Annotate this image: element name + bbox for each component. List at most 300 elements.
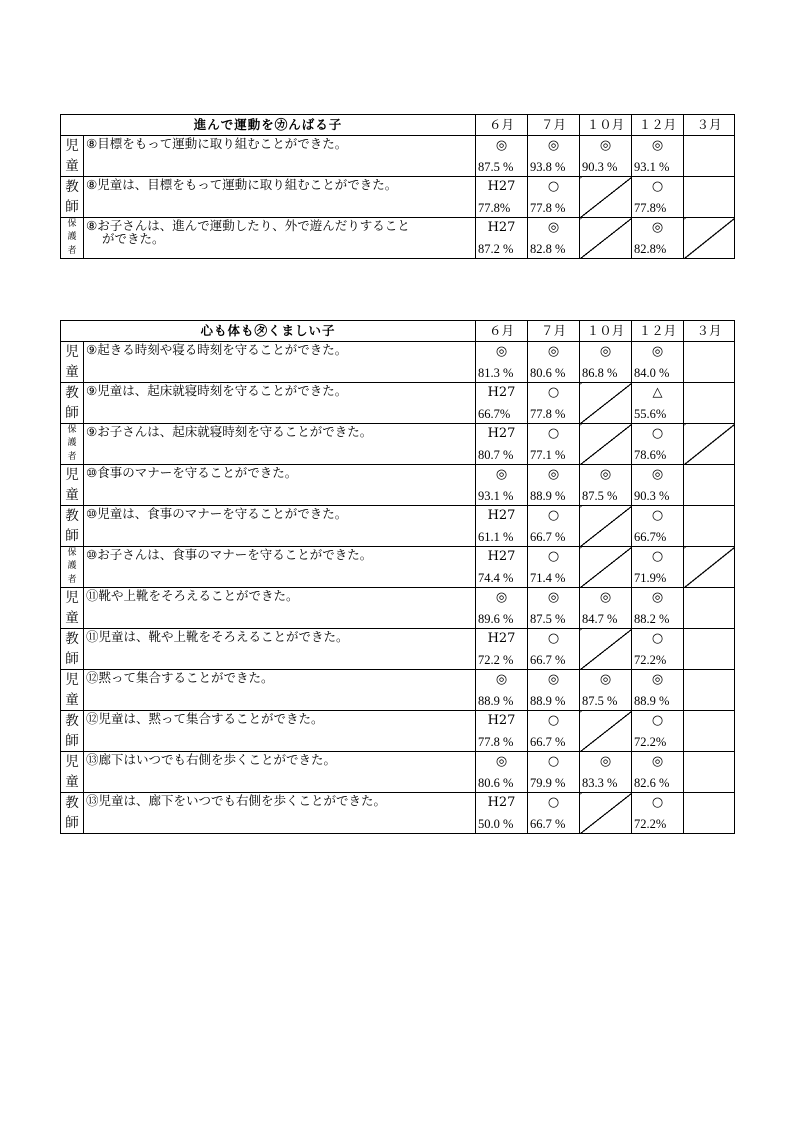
not-surveyed-cell <box>580 218 632 259</box>
respondent-label <box>61 465 83 505</box>
not-surveyed-cell <box>684 218 735 259</box>
rating-percent: 80.6 % <box>478 775 514 790</box>
rating-percent: 87.5 % <box>530 611 566 626</box>
question-cell <box>84 506 476 547</box>
result-cell <box>476 711 528 752</box>
result-cell <box>476 424 528 465</box>
rating-percent: 74.4 % <box>478 570 514 585</box>
respondent-char: 児 <box>65 754 79 770</box>
rating-percent: 89.6 % <box>478 611 514 626</box>
rating-symbol: ○ <box>651 549 664 564</box>
rating-symbol: ◎ <box>599 672 612 687</box>
result-cell <box>684 136 735 177</box>
rating-symbol: ◎ <box>651 138 664 153</box>
question-cell <box>84 177 476 218</box>
respondent-label <box>61 670 83 710</box>
result-cell <box>476 670 528 711</box>
rating-symbol: H27 <box>487 631 516 646</box>
result-cell <box>684 465 735 506</box>
rating-symbol: H27 <box>487 713 516 728</box>
result-cell <box>528 424 580 465</box>
rating-percent: 66.7 % <box>530 734 566 749</box>
question-text: ⑬廊下はいつでも右側を歩くことができた。 <box>86 752 337 767</box>
rating-percent: 90.3 % <box>634 488 670 503</box>
question-text: ⑨児童は、起床就寝時刻を守ることができた。 <box>86 383 348 398</box>
question-text: ⑬児童は、廊下をいつでも右側を歩くことができた。 <box>86 793 387 808</box>
question-text: ⑫児童は、黙って集合することができた。 <box>86 711 324 726</box>
month-header: １２月 <box>632 115 684 136</box>
rating-percent: 66.7 % <box>530 652 566 667</box>
rating-symbol: ◎ <box>599 138 612 153</box>
respondent-label <box>61 136 83 176</box>
rating-percent: 88.9 % <box>530 488 566 503</box>
result-cell <box>528 177 580 218</box>
result-cell <box>632 588 684 629</box>
table-row <box>61 136 735 177</box>
table-row <box>61 752 735 793</box>
rating-symbol: H27 <box>487 795 516 810</box>
rating-percent: 61.1 % <box>478 529 514 544</box>
month-header: ３月 <box>684 321 735 342</box>
rating-percent: 66.7% <box>634 529 667 544</box>
respondent-char: 保 <box>67 219 77 230</box>
result-cell <box>528 588 580 629</box>
result-cell <box>632 670 684 711</box>
rating-symbol: ◎ <box>547 467 560 482</box>
result-cell <box>580 670 632 711</box>
rating-percent: 87.5 % <box>478 159 514 174</box>
result-cell <box>684 629 735 670</box>
header-row <box>61 321 735 342</box>
rating-percent: 87.5 % <box>582 693 618 708</box>
result-cell <box>476 629 528 670</box>
rating-symbol: ◎ <box>495 344 508 359</box>
rating-symbol: ○ <box>547 508 560 523</box>
question-cell <box>84 424 476 465</box>
question-text-cont: ができた。 <box>102 230 165 246</box>
rating-symbol: ◎ <box>547 220 560 235</box>
rating-symbol: ◎ <box>599 590 612 605</box>
month-header: １０月 <box>580 115 632 136</box>
result-cell <box>476 465 528 506</box>
result-cell <box>632 506 684 547</box>
result-cell <box>528 629 580 670</box>
result-cell <box>476 752 528 793</box>
question-cell <box>84 752 476 793</box>
not-surveyed-cell <box>580 506 632 547</box>
respondent-cell <box>61 506 84 547</box>
rating-symbol: ◎ <box>547 590 560 605</box>
rating-percent: 55.6% <box>634 406 667 421</box>
month-header: １２月 <box>632 321 684 342</box>
respondent-label <box>61 547 83 587</box>
result-cell <box>632 218 684 259</box>
respondent-char: 教 <box>65 508 79 524</box>
result-cell <box>476 342 528 383</box>
respondent-char: 童 <box>65 364 79 380</box>
table-row <box>61 218 735 259</box>
rating-symbol: ○ <box>547 179 560 194</box>
not-surveyed-cell <box>580 711 632 752</box>
rating-symbol: ◎ <box>547 672 560 687</box>
respondent-char: 保 <box>67 548 77 559</box>
rating-symbol: H27 <box>487 508 516 523</box>
question-text: ⑧お子さんは、進んで運動したり、外で遊んだりすること <box>86 218 410 233</box>
table-row <box>61 547 735 588</box>
result-cell <box>632 711 684 752</box>
rating-symbol: ○ <box>651 795 664 810</box>
result-cell <box>528 711 580 752</box>
result-cell <box>632 793 684 834</box>
respondent-char: 師 <box>65 815 79 831</box>
rating-symbol: ○ <box>547 713 560 728</box>
result-cell <box>528 465 580 506</box>
respondent-char: 師 <box>65 199 79 215</box>
rating-symbol: ◎ <box>651 590 664 605</box>
respondent-label <box>61 506 83 546</box>
header-row <box>61 115 735 136</box>
respondent-cell <box>61 177 84 218</box>
rating-symbol: ◎ <box>599 344 612 359</box>
rating-percent: 77.8 % <box>478 734 514 749</box>
respondent-cell <box>61 670 84 711</box>
rating-percent: 77.8% <box>478 200 511 215</box>
table-row <box>61 506 735 547</box>
respondent-label <box>61 383 83 423</box>
respondent-char: 者 <box>67 245 77 256</box>
respondent-cell <box>61 588 84 629</box>
respondent-char: 教 <box>65 179 79 195</box>
result-cell <box>476 588 528 629</box>
month-header: １０月 <box>580 321 632 342</box>
rating-symbol: ◎ <box>495 672 508 687</box>
question-cell <box>84 383 476 424</box>
respondent-cell <box>61 136 84 177</box>
table-row <box>61 711 735 752</box>
result-cell <box>476 383 528 424</box>
table-row <box>61 793 735 834</box>
rating-percent: 80.7 % <box>478 447 514 462</box>
rating-symbol: ○ <box>547 795 560 810</box>
respondent-cell <box>61 342 84 383</box>
respondent-cell <box>61 465 84 506</box>
rating-symbol: H27 <box>487 426 516 441</box>
rating-symbol: ○ <box>651 426 664 441</box>
table-row <box>61 465 735 506</box>
result-cell <box>528 218 580 259</box>
rating-percent: 66.7% <box>478 406 511 421</box>
rating-symbol: ○ <box>547 426 560 441</box>
rating-percent: 72.2 % <box>478 652 514 667</box>
respondent-char: 童 <box>65 692 79 708</box>
result-cell <box>528 383 580 424</box>
respondent-char: 師 <box>65 733 79 749</box>
respondent-char: 児 <box>65 672 79 688</box>
question-cell <box>84 342 476 383</box>
table-row <box>61 670 735 711</box>
result-cell <box>580 136 632 177</box>
result-cell <box>632 547 684 588</box>
table-row <box>61 629 735 670</box>
rating-symbol: H27 <box>487 385 516 400</box>
respondent-cell <box>61 629 84 670</box>
result-cell <box>684 506 735 547</box>
respondent-cell <box>61 711 84 752</box>
result-cell <box>632 383 684 424</box>
rating-symbol: ◎ <box>651 754 664 769</box>
question-text: ⑪児童は、靴や上靴をそろえることができた。 <box>86 629 349 644</box>
question-cell <box>84 670 476 711</box>
question-text: ⑫黙って集合することができた。 <box>86 670 274 685</box>
rating-percent: 87.5 % <box>582 488 618 503</box>
not-surveyed-cell <box>580 424 632 465</box>
respondent-cell <box>61 793 84 834</box>
result-cell <box>580 752 632 793</box>
result-cell <box>632 752 684 793</box>
question-text: ⑧目標をもって運動に取り組むことができた。 <box>86 136 348 151</box>
rating-symbol: H27 <box>487 549 516 564</box>
result-cell <box>684 670 735 711</box>
question-cell <box>84 465 476 506</box>
rating-symbol: ◎ <box>599 467 612 482</box>
rating-percent: 50.0 % <box>478 816 514 831</box>
rating-symbol: ○ <box>651 508 664 523</box>
rating-percent: 88.2 % <box>634 611 670 626</box>
rating-percent: 86.8 % <box>582 365 618 380</box>
table-healthy-children <box>60 320 735 834</box>
rating-percent: 72.2% <box>634 734 667 749</box>
not-surveyed-cell <box>580 383 632 424</box>
result-cell <box>476 506 528 547</box>
rating-percent: 83.3 % <box>582 775 618 790</box>
table-active-children <box>60 114 735 259</box>
result-cell <box>684 342 735 383</box>
result-cell <box>684 793 735 834</box>
rating-symbol: ◎ <box>547 344 560 359</box>
month-header: ７月 <box>528 115 580 136</box>
respondent-char: 護 <box>67 438 77 449</box>
rating-symbol: ◎ <box>495 590 508 605</box>
question-cell <box>84 218 476 259</box>
question-text: ⑩お子さんは、食事のマナーを守ることができた。 <box>86 547 373 562</box>
question-text: ⑨起きる時刻や寝る時刻を守ることができた。 <box>86 342 348 357</box>
rating-percent: 80.6 % <box>530 365 566 380</box>
rating-percent: 72.2% <box>634 816 667 831</box>
respondent-char: 師 <box>65 405 79 421</box>
rating-symbol: H27 <box>487 220 516 235</box>
rating-percent: 93.1 % <box>478 488 514 503</box>
rating-percent: 82.8% <box>634 241 667 256</box>
respondent-char: 教 <box>65 795 79 811</box>
rating-symbol: ○ <box>547 754 560 769</box>
rating-symbol: ◎ <box>495 754 508 769</box>
rating-symbol: ○ <box>547 631 560 646</box>
table-title: 心も体も㋟くましい子 <box>61 321 476 342</box>
result-cell <box>580 342 632 383</box>
rating-symbol: ○ <box>651 713 664 728</box>
result-cell <box>632 177 684 218</box>
not-surveyed-cell <box>684 424 735 465</box>
table-title: 進んで運動を㋕んばる子 <box>61 115 476 136</box>
respondent-label <box>61 629 83 669</box>
not-surveyed-cell <box>580 629 632 670</box>
result-cell <box>684 177 735 218</box>
rating-percent: 93.8 % <box>530 159 566 174</box>
rating-symbol: △ <box>652 385 663 400</box>
result-cell <box>632 629 684 670</box>
rating-percent: 93.1 % <box>634 159 670 174</box>
rating-symbol: ◎ <box>547 138 560 153</box>
rating-symbol: ◎ <box>651 672 664 687</box>
result-cell <box>684 383 735 424</box>
respondent-label <box>61 218 83 258</box>
result-cell <box>684 711 735 752</box>
rating-symbol: ◎ <box>651 220 664 235</box>
rating-percent: 66.7 % <box>530 529 566 544</box>
rating-percent: 77.8% <box>634 200 667 215</box>
respondent-label <box>61 342 83 382</box>
respondent-char: 童 <box>65 610 79 626</box>
month-header: ３月 <box>684 115 735 136</box>
respondent-cell <box>61 547 84 588</box>
respondent-char: 保 <box>67 425 77 436</box>
question-text: ⑨お子さんは、起床就寝時刻を守ることができた。 <box>86 424 373 439</box>
rating-percent: 84.7 % <box>582 611 618 626</box>
respondent-label <box>61 711 83 751</box>
result-cell <box>528 547 580 588</box>
rating-percent: 81.3 % <box>478 365 514 380</box>
respondent-char: 童 <box>65 487 79 503</box>
question-cell <box>84 136 476 177</box>
respondent-cell <box>61 752 84 793</box>
table-row <box>61 588 735 629</box>
result-cell <box>476 177 528 218</box>
respondent-label <box>61 752 83 792</box>
rating-symbol: ◎ <box>495 138 508 153</box>
rating-percent: 77.1 % <box>530 447 566 462</box>
respondent-char: 護 <box>67 561 77 572</box>
respondent-char: 師 <box>65 651 79 667</box>
respondent-char: 童 <box>65 158 79 174</box>
result-cell <box>528 793 580 834</box>
rating-percent: 90.3 % <box>582 159 618 174</box>
rating-percent: 82.6 % <box>634 775 670 790</box>
respondent-label <box>61 588 83 628</box>
not-surveyed-cell <box>580 177 632 218</box>
rating-percent: 79.9 % <box>530 775 566 790</box>
respondent-char: 児 <box>65 344 79 360</box>
question-text: ⑧児童は、目標をもって運動に取り組むことができた。 <box>86 177 398 192</box>
rating-symbol: ◎ <box>599 754 612 769</box>
not-surveyed-cell <box>580 793 632 834</box>
rating-percent: 84.0 % <box>634 365 670 380</box>
result-cell <box>476 136 528 177</box>
respondent-char: 児 <box>65 590 79 606</box>
table-row <box>61 424 735 465</box>
result-cell <box>476 218 528 259</box>
result-cell <box>684 588 735 629</box>
rating-percent: 71.4 % <box>530 570 566 585</box>
month-header: ６月 <box>476 321 528 342</box>
table-row <box>61 383 735 424</box>
result-cell <box>528 342 580 383</box>
result-cell <box>580 465 632 506</box>
respondent-char: 童 <box>65 774 79 790</box>
respondent-char: 師 <box>65 528 79 544</box>
table-row <box>61 177 735 218</box>
result-cell <box>528 752 580 793</box>
question-cell <box>84 793 476 834</box>
month-header: ６月 <box>476 115 528 136</box>
respondent-cell <box>61 383 84 424</box>
rating-percent: 82.8 % <box>530 241 566 256</box>
result-cell <box>528 670 580 711</box>
question-cell <box>84 547 476 588</box>
question-text: ⑩食事のマナーを守ることができた。 <box>86 465 298 480</box>
rating-percent: 88.9 % <box>478 693 514 708</box>
result-cell <box>528 136 580 177</box>
respondent-char: 児 <box>65 138 79 154</box>
rating-percent: 78.6% <box>634 447 667 462</box>
respondent-char: 教 <box>65 385 79 401</box>
result-cell <box>476 793 528 834</box>
rating-percent: 71.9% <box>634 570 667 585</box>
month-header: ７月 <box>528 321 580 342</box>
result-cell <box>528 506 580 547</box>
result-cell <box>632 465 684 506</box>
rating-symbol: ◎ <box>495 467 508 482</box>
rating-symbol: ○ <box>651 179 664 194</box>
respondent-label <box>61 177 83 217</box>
rating-percent: 72.2% <box>634 652 667 667</box>
rating-percent: 77.8 % <box>530 406 566 421</box>
rating-percent: 87.2 % <box>478 241 514 256</box>
question-cell <box>84 629 476 670</box>
rating-symbol: ○ <box>651 631 664 646</box>
result-cell <box>580 588 632 629</box>
rating-symbol: ○ <box>547 385 560 400</box>
respondent-char: 護 <box>67 232 77 243</box>
result-cell <box>684 752 735 793</box>
rating-percent: 66.7 % <box>530 816 566 831</box>
rating-percent: 88.9 % <box>634 693 670 708</box>
result-cell <box>476 547 528 588</box>
result-cell <box>632 342 684 383</box>
question-text: ⑪靴や上靴をそろえることができた。 <box>86 588 299 603</box>
respondent-cell <box>61 218 84 259</box>
result-cell <box>632 136 684 177</box>
respondent-char: 教 <box>65 631 79 647</box>
question-text: ⑩児童は、食事のマナーを守ることができた。 <box>86 506 348 521</box>
rating-symbol: ◎ <box>651 467 664 482</box>
respondent-label <box>61 793 83 833</box>
respondent-label <box>61 424 83 464</box>
rating-symbol: H27 <box>487 179 516 194</box>
respondent-char: 者 <box>67 451 77 462</box>
not-surveyed-cell <box>684 547 735 588</box>
table-row <box>61 342 735 383</box>
question-cell <box>84 711 476 752</box>
rating-symbol: ◎ <box>651 344 664 359</box>
result-cell <box>632 424 684 465</box>
rating-percent: 88.9 % <box>530 693 566 708</box>
rating-percent: 77.8 % <box>530 200 566 215</box>
respondent-char: 者 <box>67 574 77 585</box>
question-cell <box>84 588 476 629</box>
respondent-cell <box>61 424 84 465</box>
rating-symbol: ○ <box>547 549 560 564</box>
respondent-char: 児 <box>65 467 79 483</box>
